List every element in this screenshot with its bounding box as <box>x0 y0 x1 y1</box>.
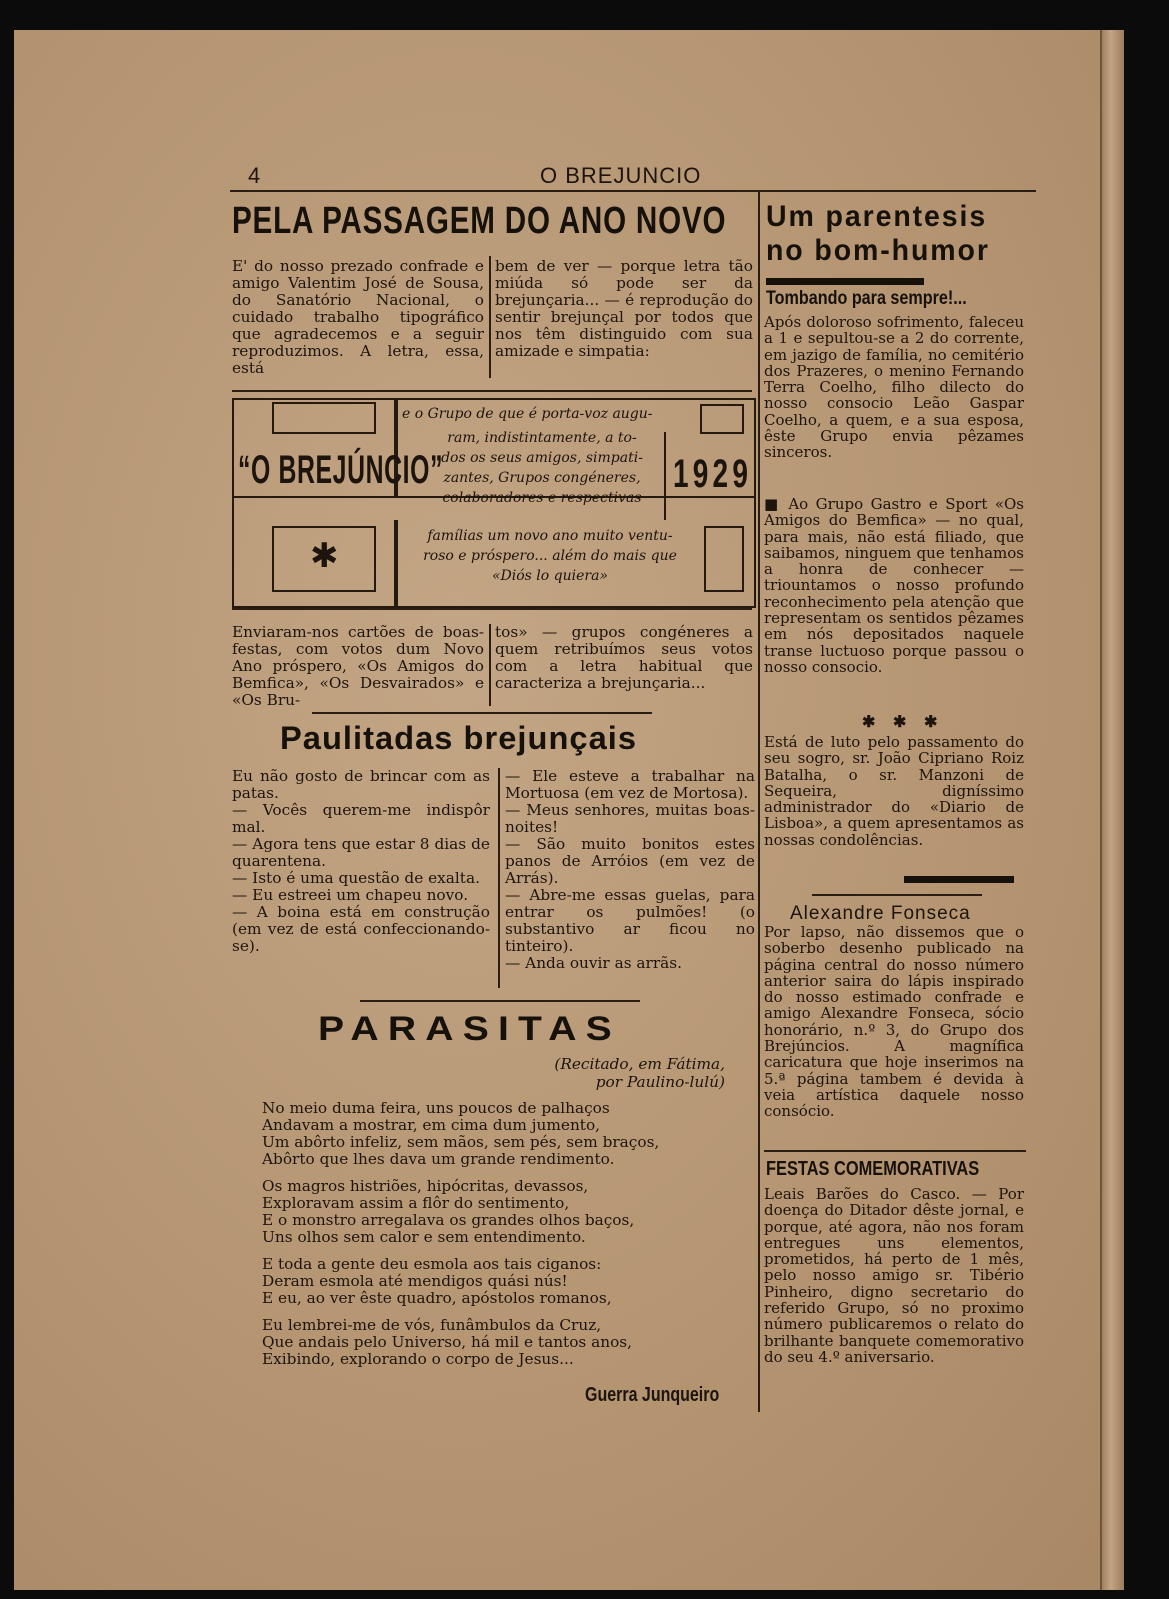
paulitadas-left <box>232 768 490 955</box>
box-line: ram, indistintamente, a to- <box>447 430 637 446</box>
festas-title: FESTAS COMEMORATIVAS <box>766 1158 980 1180</box>
after-right-column: tos» — grupos congéneres a quem retribuímos seus votos com a letra habitual que caracteriza a brejunçaria... <box>495 623 753 692</box>
column-divider <box>489 256 491 378</box>
ornament-top-left <box>272 402 376 434</box>
box-text-bottom <box>402 526 698 586</box>
verse: Deram esmola até mendigos quási nús! <box>262 1272 568 1290</box>
ornament-top-right <box>700 404 744 434</box>
sidebar-headline <box>766 200 990 268</box>
verse: Que andais pelo Universo, há mil e tantos anos, <box>262 1333 633 1351</box>
column-divider <box>498 768 500 988</box>
stanza <box>262 1256 732 1307</box>
section-rule <box>312 712 652 714</box>
header-rule <box>230 190 1036 192</box>
section-rule <box>812 894 982 896</box>
quip: — Eu estreei um chapeu novo. <box>232 886 469 904</box>
stanza <box>262 1178 732 1246</box>
verse: E toda a gente deu esmola aos tais ciganos: <box>262 1255 602 1273</box>
verse: Uns olhos sem calor e sem entendimento. <box>262 1228 586 1246</box>
verse: E o monstro arregalava os grandes olhos baços, <box>262 1211 635 1229</box>
verse: No meio duma feira, uns poucos de palhaços <box>262 1099 610 1117</box>
intro-right-column: bem de ver — porque letra tão miúda só pode ser da brejunçaria... — é reprodução do sentir brejunçal por todos que nos têm distinguido com sua amizade e simpatia: <box>495 257 753 360</box>
box-text-mid <box>424 428 660 508</box>
thanks-text: ■ Ao Grupo Gastro e Sport «Os Amigos do Bemfica» — no qual, para mais, não está filiado, que saibamos, ninguem que tenhamos a honra de conhecer — triountamos o nosso profundo reconhecimento pela atenção que representam os sentidos pêzames em nós depositados naquele transe luctuoso porque passou o nosso consocio. <box>764 495 1024 676</box>
year-frame <box>664 432 666 520</box>
attribution-line: (Recitado, em Fátima, <box>554 1055 725 1073</box>
box-line: dos os seus amigos, simpati- <box>441 450 643 466</box>
box-line: famílias um novo ano muito ventu- <box>427 528 673 544</box>
section-rule <box>360 1000 640 1002</box>
poem-attribution <box>505 1055 725 1091</box>
box-line: «Diós lo quiera» <box>491 568 609 584</box>
headline-ano-novo: PELA PASSAGEM DO ANO NOVO <box>232 200 727 242</box>
quip: — A boina está em construção (em vez de está confeccionando-se). <box>232 903 490 955</box>
box-line: colaboradores e respectivas <box>442 490 642 506</box>
verse: E eu, ao ver êste quadro, apóstolos romanos, <box>262 1289 612 1307</box>
black-bar <box>766 278 924 285</box>
sidebar-divider <box>758 192 760 1412</box>
festas-text: Leais Barões do Casco. — Por doença do Ditador dêste jornal, e porque, até agora, não nos foram entregues uns elementos, prometidos, há perto de 1 mês, pelo nosso amigo sr. Tibério Pinheiro, digno secretario do referido Grupo, só no proximo número publicaremos o relato do brilhante banquete comemorativo do seu 4.º aniversario. <box>764 1185 1024 1366</box>
quip: — Ele esteve a trabalhar na Mortuosa (em vez de Mortosa). <box>505 767 755 802</box>
quip: — Vocês querem-me indispôr mal. <box>232 801 490 836</box>
verse: Os magros histriões, hipócritas, devassos, <box>262 1177 589 1195</box>
stanza <box>262 1317 732 1368</box>
headline-line: no bom-humor <box>766 234 990 267</box>
black-bar <box>904 876 1014 883</box>
box-divider-lower <box>394 520 398 606</box>
box-text-top: e o Grupo de que é porta-voz augu- <box>402 406 653 422</box>
mourning-text: Está de luto pelo passamento do seu sogro, sr. João Cipriano Roiz Batalha, o sr. Manzoni de Sequeira, digníssimo administrador do «Diario de Lisboa», a quem apresentamos as nossas condolências. <box>764 733 1024 849</box>
ornament-bottom-right <box>704 526 744 592</box>
alexandre-text: Por lapso, não dissemos que o soberbo desenho publicado na página central do nosso número anterior saira do lápis inspirado do nosso estimado confrade e amigo Alexandre Fonseca, sócio honorário, n.º 3, do Grupo dos Brejúncios. A magnífica caricatura que hoje inserimos na 5.ª página tambem é devida à veia artística daquele nosso consócio. <box>764 923 1024 1121</box>
headline-line: Um parentesis <box>766 200 988 233</box>
poem <box>262 1100 732 1378</box>
asterism: ✱ ✱ ✱ <box>862 712 944 731</box>
stanza <box>262 1100 732 1168</box>
attribution-line: por Paulino-lulú) <box>595 1073 725 1091</box>
poem-signature: Guerra Junqueiro <box>585 1384 720 1406</box>
obituary-subhead: Tombando para sempre!... <box>766 288 967 309</box>
year-1929: 1929 <box>673 452 753 496</box>
section-rule <box>764 1150 1026 1152</box>
quip: Eu não gosto de brincar com as patas. <box>232 767 490 802</box>
quip: — Anda ouvir as arrãs. <box>505 954 683 972</box>
box-bottom-rule <box>232 608 752 610</box>
obituary-text: Após doloroso sofrimento, faleceu a 1 e sepultou-se a 2 do corrente, em jazigo de família, no cemitério dos Prazeres, o menino Fernando Terra Coelho, filho dilecto do nosso consocio Leão Gaspar Coelho, a quem, e a sua esposa, êste Grupo envia pêzames sinceros. <box>764 313 1024 462</box>
page-number: 4 <box>248 163 261 188</box>
paulitadas-right <box>505 768 755 972</box>
headline-paulitadas: Paulitadas brejunçais <box>280 720 638 756</box>
verse: Exploravam assim a flôr do sentimento, <box>262 1194 570 1212</box>
quip: — Isto é uma questão de exalta. <box>232 869 480 887</box>
alexandre-title: Alexandre Fonseca <box>790 903 971 924</box>
verse: Andavam a mostrar, em cima dum jumento, <box>262 1116 601 1134</box>
brejuncio-title: “O BREJÚNCIO” <box>238 448 444 492</box>
quip: — Agora tens que estar 8 dias de quarentena. <box>232 835 490 870</box>
column-divider <box>489 624 491 706</box>
verse: Exibindo, explorando o corpo de Jesus... <box>262 1350 574 1368</box>
verse: Eu lembrei-me de vós, funâmbulos da Cruz, <box>262 1316 602 1334</box>
star-ornament-icon: ✱ <box>310 536 339 576</box>
verse: Abôrto que lhes dava um grande rendimento. <box>262 1150 615 1168</box>
newspaper-title: O BREJUNCIO <box>540 163 702 188</box>
page-spine <box>1100 30 1124 1590</box>
after-left-column: Enviaram-nos cartões de boas-festas, com votos dum Novo Ano próspero, «Os Amigos do Bemfica», «Os Desvairados» e «Os Bru- <box>232 623 484 709</box>
box-line: roso e próspero... além do mais que <box>423 548 677 564</box>
quip: — Abre-me essas guelas, para entrar os pulmões! (o substantivo ar ficou no tinteiro). <box>505 886 755 955</box>
quip: — Meus senhores, muitas boas-noites! <box>505 801 755 836</box>
verse: Um abôrto infeliz, sem mãos, sem pés, sem braços, <box>262 1133 660 1151</box>
headline-parasitas: PARASITAS <box>318 1010 621 1048</box>
quip: — São muito bonitos estes panos de Arróios (em vez de Arrás). <box>505 835 755 887</box>
box-line: zantes, Grupos congéneres, <box>443 470 641 486</box>
intro-left-column: E' do nosso prezado confrade e amigo Valentim José de Sousa, do Sanatório Nacional, o cuidado trabalho tipográfico que agradecemos e a seguir reproduzimos. A letra, essa, está <box>232 257 484 377</box>
box-top-rule <box>232 390 752 392</box>
